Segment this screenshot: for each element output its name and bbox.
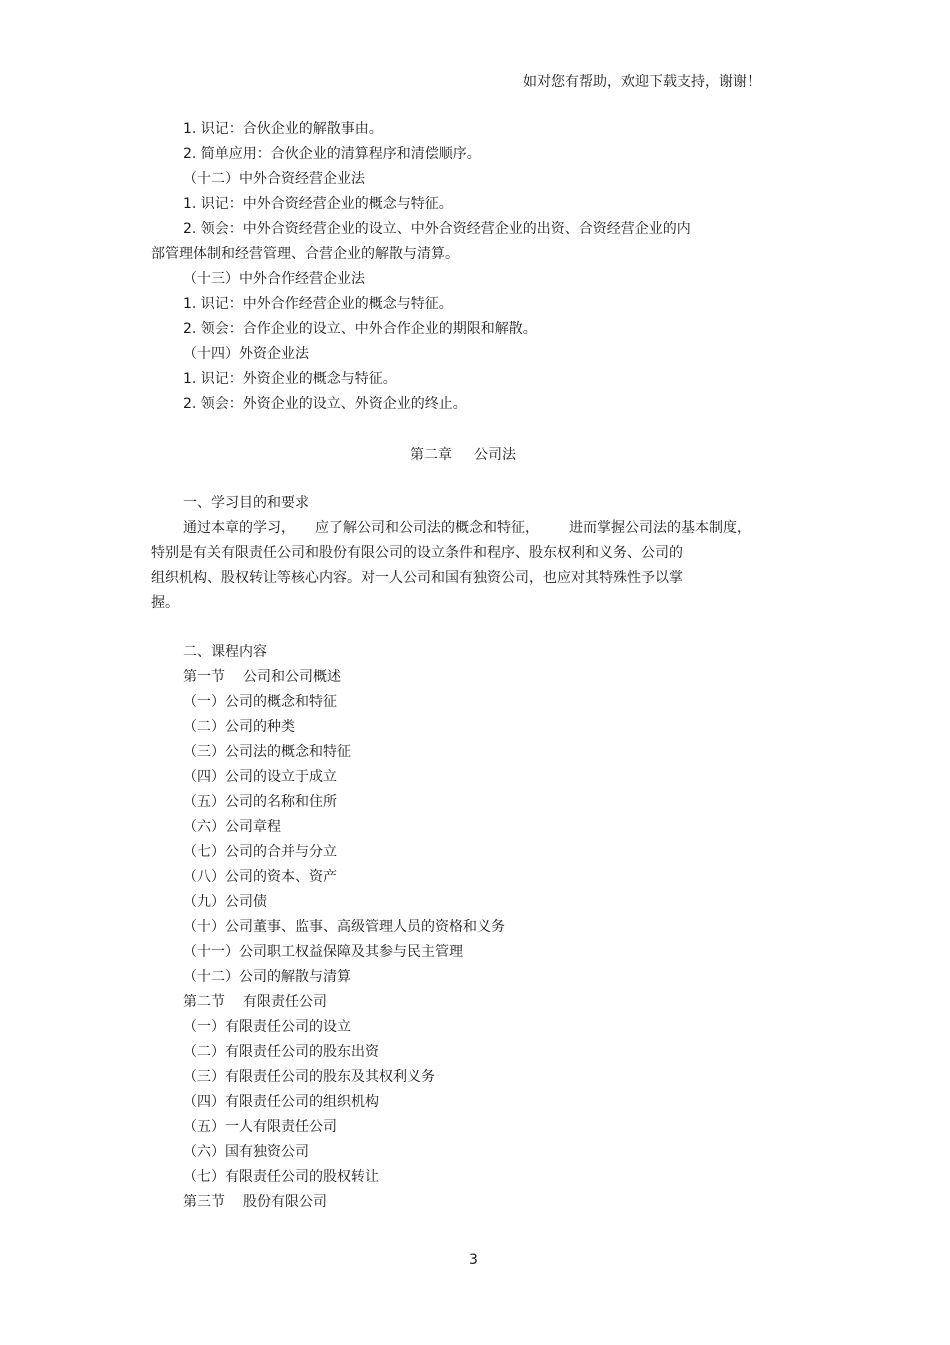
chapter-name: 公司法	[474, 447, 516, 463]
text-line: 2. 简单应用：合伙企业的清算程序和清偿顺序。	[183, 146, 481, 162]
list-item: （三）有限责任公司的股东及其权利义务	[183, 1069, 435, 1085]
text-line: 2. 领会：中外合资经营企业的设立、中外合资经营企业的出资、合资经营企业的内	[183, 221, 691, 237]
list-item: （三）公司法的概念和特征	[183, 744, 351, 760]
subsection-heading: （十四）外资企业法	[183, 346, 309, 362]
section-heading: 第一节 公司和公司概述	[183, 669, 341, 685]
page-header: 如对您有帮助，欢迎下载支持，谢谢！	[523, 74, 761, 90]
list-item: （五）公司的名称和住所	[183, 794, 337, 810]
list-item: （九）公司债	[183, 894, 267, 910]
chapter-number: 第二章	[410, 447, 452, 463]
subsection-heading: （十二）中外合资经营企业法	[183, 171, 365, 187]
list-item: （一）公司的概念和特征	[183, 694, 337, 710]
text-line: 部管理体制和经营管理、合营企业的解散与清算。	[151, 246, 459, 262]
list-item: （十）公司董事、监事、高级管理人员的资格和义务	[183, 919, 505, 935]
list-item: （二）公司的种类	[183, 719, 295, 735]
list-item: （一）有限责任公司的设立	[183, 1019, 351, 1035]
list-item: （四）公司的设立于成立	[183, 769, 337, 785]
paragraph-line: 握。	[151, 595, 179, 611]
list-item: （七）公司的合并与分立	[183, 844, 337, 860]
list-item: （七）有限责任公司的股权转让	[183, 1169, 379, 1185]
text-line: 1. 识记：合伙企业的解散事由。	[183, 121, 383, 137]
page-number: 3	[469, 1252, 478, 1268]
list-item: （八）公司的资本、资产	[183, 869, 337, 885]
paragraph-line: 组织机构、股权转让等核心内容。对一人公司和国有独资公司，也应对其特殊性予以掌	[151, 570, 683, 586]
text-line: 1. 识记：中外合资经营企业的概念与特征。	[183, 196, 453, 212]
list-item: （五）一人有限责任公司	[183, 1119, 337, 1135]
list-item: （六）国有独资公司	[183, 1144, 309, 1160]
section-heading: 第二节 有限责任公司	[183, 994, 327, 1010]
text-line: 2. 领会：外资企业的设立、外资企业的终止。	[183, 396, 467, 412]
text-line: 2. 领会：合作企业的设立、中外合作企业的期限和解散。	[183, 321, 537, 337]
paragraph-line: 特别是有关有限责任公司和股份有限公司的设立条件和程序、股东权利和义务、公司的	[151, 545, 683, 561]
list-item: （二）有限责任公司的股东出资	[183, 1044, 379, 1060]
text-line: 1. 识记：外资企业的概念与特征。	[183, 371, 397, 387]
objectives-heading: 一、学习目的和要求	[183, 495, 309, 511]
list-item: （十一）公司职工权益保障及其参与民主管理	[183, 944, 463, 960]
list-item: （四）有限责任公司的组织机构	[183, 1094, 379, 1110]
chapter-title	[410, 444, 516, 464]
paragraph-line: 通过本章的学习， 应了解公司和公司法的概念和特征， 进而掌握公司法的基本制度，	[183, 520, 751, 536]
content-heading: 二、课程内容	[183, 644, 267, 660]
list-item: （十二）公司的解散与清算	[183, 969, 351, 985]
text-line: 1. 识记：中外合作经营企业的概念与特征。	[183, 296, 453, 312]
subsection-heading: （十三）中外合作经营企业法	[183, 271, 365, 287]
section-heading: 第三节 股份有限公司	[183, 1194, 327, 1210]
list-item: （六）公司章程	[183, 819, 281, 835]
